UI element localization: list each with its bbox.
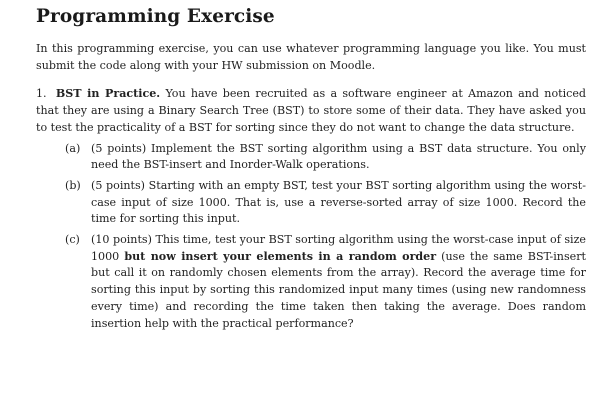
intro-paragraph: In this programming exercise, you can use whatever programming language you like. You must submit the code along with your HW submission on Moodle.	[36, 42, 586, 72]
parts-list	[36, 141, 586, 333]
part-a-label: (a)	[65, 141, 81, 155]
part-a-text: (5 points) Implement the BST sorting algorithm using a BST data structure. You only need the BST-insert and Inorder-Walk operations.	[91, 141, 586, 172]
part-a	[65, 141, 586, 174]
problem-text: You have been recruited as a software engineer at Amazon and noticed that they are using a Binary Search Tree (BST) to store some of their data. They have asked you to test the practicality of a BST for sorting since they do not want to change the data structure.	[36, 87, 587, 134]
part-b-label: (b)	[65, 178, 81, 192]
problem-number: 1.	[36, 87, 47, 101]
page-title: Programming Exercise	[36, 6, 275, 27]
part-c	[65, 232, 586, 332]
part-c-text-bold: but now insert your elements in a random order	[124, 249, 437, 263]
part-c-label: (c)	[65, 233, 80, 247]
part-c-text-after: (use the same BST-insert but call it on randomly chosen elements from the array). Record the average time for sorting this input by sorting this randomized input many times (using new randomness every time) and recording the time taken then taking the average. Does random insertion help with the practical performance?	[91, 249, 586, 330]
part-c-text-before: (10 points) This time, test your BST sorting algorithm using the worst-case input of size 1000	[91, 233, 586, 263]
problem-statement	[36, 86, 586, 136]
problem-heading: BST in Practice.	[55, 87, 161, 101]
part-b-text: (5 points) Starting with an empty BST, test your BST sorting algorithm using the worst-case input of size 1000. That is, use a reverse-sorted array of size 1000. Record the time for sorting this input.	[91, 178, 586, 226]
part-b	[65, 178, 586, 228]
